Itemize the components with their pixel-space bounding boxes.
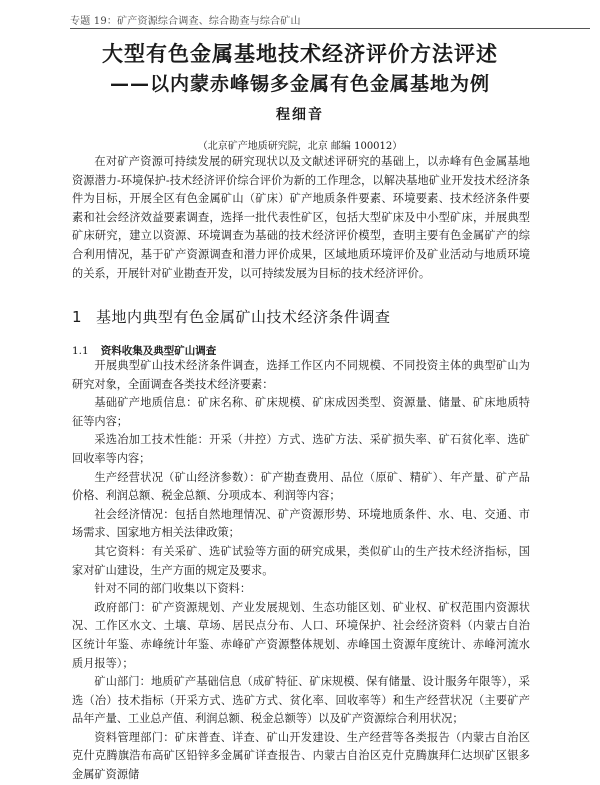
abstract: 在对矿产资源可持续发展的研究现状以及文献述评研究的基础上，以赤峰有色金属基地资源潜力-环境保护-技术经济评价综合评价为新的工作理念，以解决基地矿业开发技术经济条件为目标，开展全区有色金属矿山（矿床）矿产地质条件要素、环境要素、技术经济条件要素和社会经济效益要素调查，选择一批代表性矿区，包括大型矿床及中小型矿床，并展典型矿床研究，建立以资源、环境调查为基础的技术经济评价模型，查明主要有色金属矿产的综合利用情况，基于矿产资源调查和潜力评价成果，区域地质环境评价及矿业活动与地质环境的关系，开展针对矿业勘查开发，以可持续发展为目标的技术经济评价。 [72, 155, 530, 280]
paragraph: 采选冶加工技术性能：开采（井控）方式、选矿方法、采矿损失率、矿石贫化率、选矿回收率等内容； [72, 433, 530, 465]
subsection-heading [72, 343, 216, 358]
paragraph: 开展典型矿山技术经济条件调查，选择工作区内不同规模、不同投资主体的典型矿山为研究对象，全面调查各类技术经济要素： [72, 359, 530, 391]
running-head: 专题 19：矿产资源综合调查、综合勘查与综合矿山 [70, 16, 301, 27]
paper-title: 大型有色金属基地技术经济评价方法评述 [102, 42, 498, 66]
body-content [72, 357, 530, 785]
section-heading [72, 306, 391, 327]
paragraph: 政府部门：矿产资源规划、产业发展规划、生态功能区划、矿业权、矿权范围内资源状况、工作区水文、土壤、草场、居民点分布、人口、环境保护、社会经济资料（内蒙古自治区统计年鉴、赤峰统计年鉴、赤峰矿产资源整体规划、赤峰国土资源年度统计、赤峰河流水质月报等）； [72, 600, 530, 670]
paragraph: 社会经济情况：包括自然地理情况、矿产资源形势、环境地质条件、水、电、交通、市场需求、国家地方相关法律政策； [72, 507, 530, 540]
paragraph: 资料管理部门：矿床普查、详查、矿山开发建设、生产经营等各类报告（内蒙古自治区克什克腾旗浩布高矿区铅锌多金属矿详查报告、内蒙古自治区克什克腾旗拜仁达坝矿区银多金属矿资源储 [72, 730, 530, 782]
paragraph: 其它资料：有关采矿、选矿试验等方面的研究成果，类似矿山的生产技术经济指标，国家对矿山建设，生产方面的规定及要求。 [72, 544, 530, 577]
paragraph: 基础矿产地质信息：矿床名称、矿床规模、矿床成因类型、资源量、储量、矿床地质特征等内容； [72, 396, 530, 428]
section-title: 基地内典型有色金属矿山技术经济条件调查 [96, 308, 391, 326]
author-affiliation: （北京矿产地质研究院，北京 邮编 100012） [197, 141, 403, 152]
paragraph: 矿山部门：地质矿产基础信息（成矿特征、矿床规模、保有储量、设计服务年限等），采选（冶）技术指标（开采方式、选矿方式、贫化率、回收率等）和生产经营状况（主要矿产品年产量、工业总产值、利润总额、税金总额等）以及矿产资源综合利用状况； [72, 675, 530, 726]
header-rule [70, 28, 590, 29]
paragraph: 针对不同的部门收集以下资料： [94, 582, 252, 596]
author-name: 程细音 [276, 107, 324, 123]
section-number: 1 [72, 308, 83, 326]
paper-subtitle: ——以内蒙赤峰锡多金属有色金属基地为例 [109, 73, 490, 95]
subsection-title: 资料收集及典型矿山调查 [100, 345, 217, 357]
paragraph: 生产经营状况（矿山经济参数）：矿产勘查费用、品位（原矿、精矿）、年产量、矿产品价格、利润总额、税金总额、分项成本、利润等内容； [72, 470, 530, 503]
subsection-number: 1.1 [72, 345, 89, 357]
